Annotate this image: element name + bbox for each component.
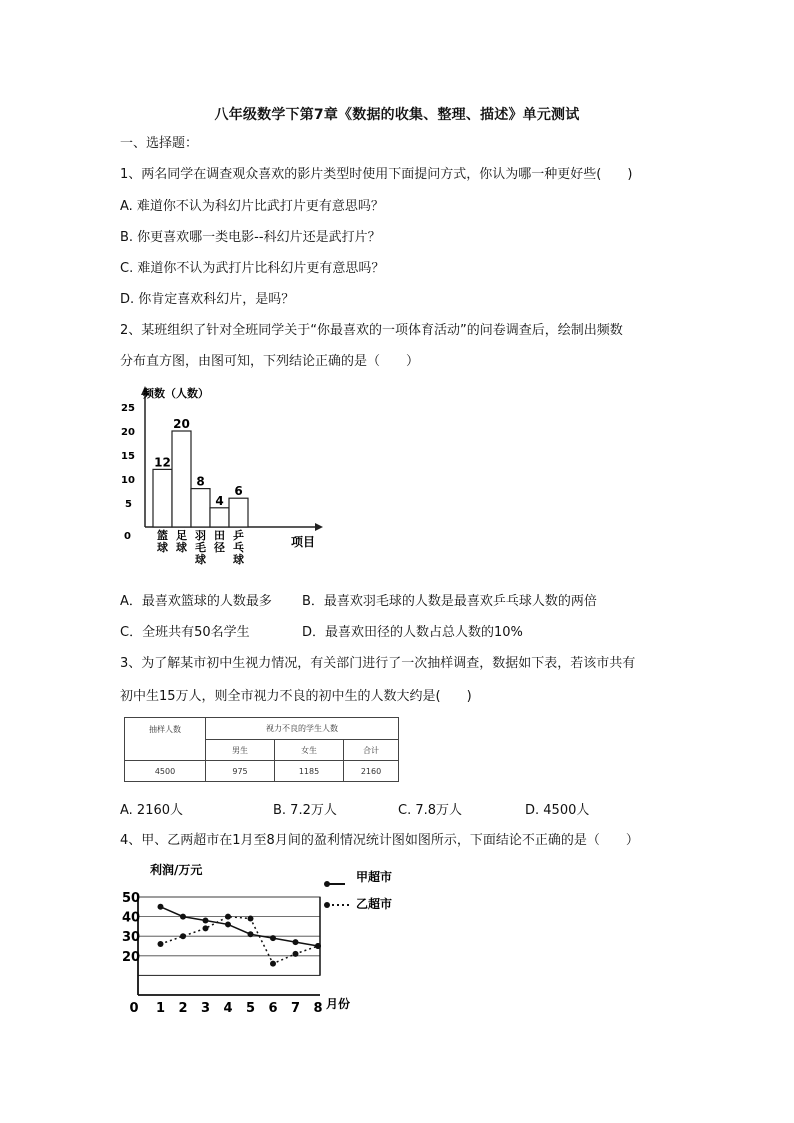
line-chart-y-label: 利润/万元: [150, 863, 203, 877]
table-header-female: 女生: [275, 740, 344, 761]
legend-point-yi: [324, 902, 330, 908]
q1-option-b: B. 你更喜欢哪一类电影--科幻片还是武打片？: [120, 230, 381, 245]
histogram-chart: [115, 380, 330, 575]
histogram-data-label: 6: [234, 484, 243, 499]
line-chart-x-tick-label: 2: [178, 1001, 188, 1016]
series-point-1: [203, 918, 209, 924]
line-chart-y-tick-label: 40: [122, 910, 141, 926]
series-point-1: [180, 914, 186, 920]
series-point-2: [315, 943, 321, 949]
histogram-y-tick-label: 0: [124, 531, 131, 542]
histogram-data-label: 20: [173, 417, 190, 431]
q1-option-d: D. 你肯定喜欢科幻片，是吗？: [120, 292, 295, 307]
histogram-bar: [153, 469, 172, 527]
q4-stem: 4、甲、乙两超市在1月至8月间的盈利情况统计图如图所示，下面结论不正确的是（ ）: [120, 833, 639, 848]
line-chart-series: [158, 904, 322, 967]
series-point-1: [270, 935, 276, 941]
histogram-bar: [172, 431, 191, 527]
q3-stem-line1: 3、为了解某市初中生视力情况，有关部门进行了一次抽样调查，数据如下表，若该市共有: [120, 656, 636, 671]
series-point-1: [248, 931, 254, 937]
table-cell-male: 975: [206, 761, 275, 782]
series-point-2: [293, 951, 299, 957]
line-chart-x-tick-label: 1: [155, 1001, 166, 1016]
histogram-x-arrow: [315, 523, 323, 531]
histogram-data-label: 12: [154, 455, 171, 470]
histogram-y-tick-label: 25: [121, 403, 135, 414]
table-cell-sample: 4500: [125, 761, 206, 782]
series-point-2: [270, 961, 276, 967]
q3-option-c: C. 7.8万人: [398, 803, 463, 818]
q3-stem-line2: 初中生15万人，则全市视力不良的初中生的人数大约是( ): [120, 689, 472, 704]
histogram-bars: [153, 417, 248, 566]
histogram-category-label: 羽毛球: [195, 529, 206, 566]
q3-option-a: A. 2160人: [120, 803, 184, 818]
line-chart-y-tick-label: 20: [122, 949, 141, 965]
histogram-bar: [210, 508, 229, 527]
series-point-1: [293, 939, 299, 945]
line-chart-x-tick-label: 7: [290, 1001, 301, 1016]
q2-stem-line2: 分布直方图，由图可知，下列结论正确的是（ ）: [120, 354, 420, 369]
line-chart-x-tick-label: 8: [313, 1001, 323, 1016]
table-header-poor-vision: 视力不良的学生人数: [206, 718, 399, 740]
histogram-bar: [191, 489, 210, 527]
line-chart-x-tick-label: 5: [245, 1001, 256, 1016]
histogram-y-tick-label: 15: [121, 451, 135, 462]
series-point-2: [158, 941, 164, 947]
q1-option-c: C. 难道你不认为武打片比科幻片更有意思吗？: [120, 261, 385, 276]
series-point-1: [225, 921, 231, 927]
series-point-2: [248, 916, 254, 922]
vision-table: [124, 717, 399, 782]
histogram-data-label: 4: [215, 493, 224, 508]
q2-option-c: C．全班共有50名学生: [120, 625, 250, 640]
profit-line-chart: [120, 858, 420, 1016]
q1-option-a: A. 难道你不认为科幻片比武打片更有意思吗？: [120, 199, 384, 214]
page-title: 八年级数学下第7章《数据的收集、整理、描述》单元测试: [214, 107, 580, 123]
table-header-total: 合计: [344, 740, 399, 761]
histogram-category-label: 足球: [176, 529, 187, 554]
q2-option-a: A．最喜欢篮球的人数最多: [120, 594, 272, 609]
legend-label-jia: 甲超市: [356, 870, 393, 884]
histogram-category-label: 田径: [214, 529, 225, 554]
histogram-category-label: 篮球: [157, 529, 168, 554]
histogram-data-label: 8: [196, 474, 205, 489]
table-header-male: 男生: [206, 740, 275, 761]
histogram-bar: [229, 498, 248, 527]
table-cell-total: 2160: [344, 761, 399, 782]
line-chart-x-tick-label: 0: [129, 1001, 139, 1016]
histogram-y-tick-label: 10: [121, 475, 135, 486]
histogram-y-tick-label: 5: [125, 499, 132, 510]
histogram-y-label: 频数（人数）: [143, 387, 209, 400]
line-chart-x-label: 月份: [326, 997, 351, 1011]
q2-option-d: D．最喜欢田径的人数占总人数的10%: [302, 625, 523, 640]
line-chart-y-tick-label: 50: [122, 891, 141, 906]
series-point-1: [158, 904, 164, 910]
series-point-2: [203, 925, 209, 931]
line-chart-x-tick-label: 4: [223, 1001, 233, 1016]
section-heading: 一、选择题：: [120, 136, 199, 151]
histogram-x-label: 项目: [291, 535, 316, 549]
q2-stem-line1: 2、某班组织了针对全班同学关于“你最喜欢的一项体育活动”的问卷调查后，绘制出频数: [120, 323, 623, 338]
q3-option-d: D. 4500人: [525, 803, 590, 818]
line-chart-axes: [122, 891, 323, 1016]
table-cell-female: 1185: [275, 761, 344, 782]
series-point-2: [180, 933, 186, 939]
legend-label-yi: 乙超市: [356, 897, 393, 911]
line-chart-x-tick-label: 6: [268, 1001, 278, 1016]
legend-point-jia: [324, 881, 330, 887]
series-point-2: [225, 914, 231, 920]
q1-stem: 1、两名同学在调查观众喜欢的影片类型时使用下面提问方式，你认为哪一种更好些( ): [120, 167, 633, 182]
histogram-category-label: 乒乓球: [233, 529, 244, 566]
q2-option-b: B．最喜欢羽毛球的人数是最喜欢乒乓球人数的两倍: [302, 594, 597, 609]
table-header-sample: 抽样人数: [125, 718, 206, 761]
histogram-y-tick-label: 20: [121, 427, 135, 438]
q3-option-b: B. 7.2万人: [273, 803, 337, 818]
line-chart-x-tick-label: 3: [200, 1001, 211, 1016]
line-chart-y-tick-label: 30: [122, 930, 141, 946]
